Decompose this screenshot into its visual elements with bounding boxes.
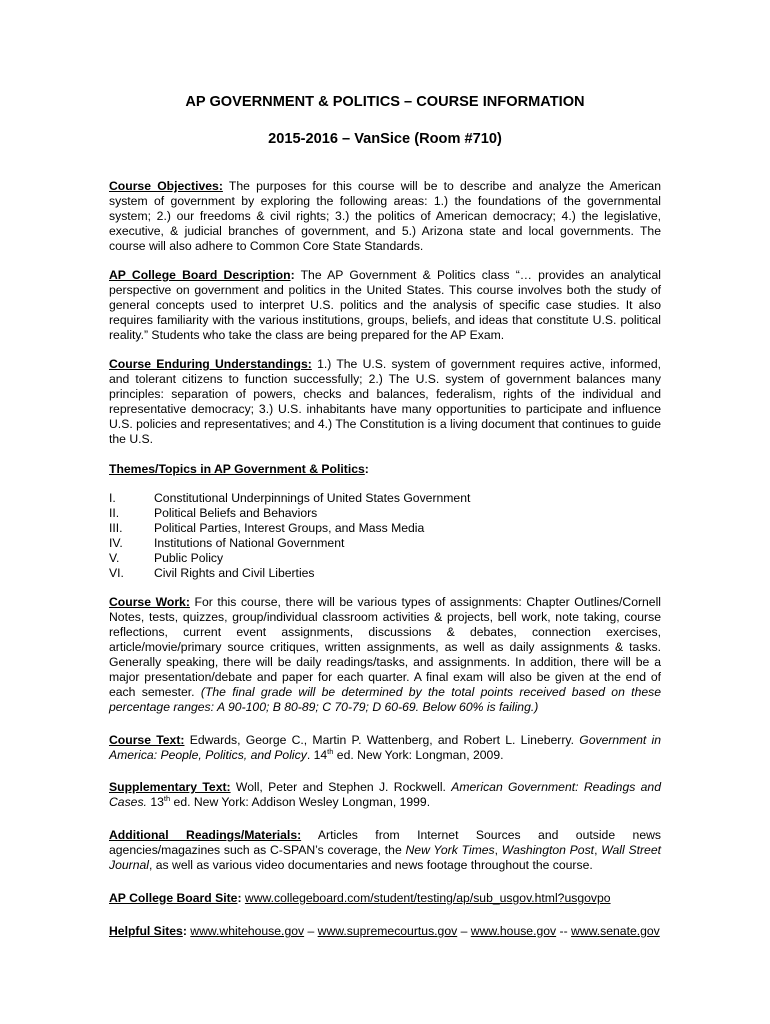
nyt-title: New York Times — [405, 843, 495, 857]
board-description-paragraph: AP College Board Description: The AP Government & Politics class “… provides an analytical perspective on government and politics in the United States. This course involves both the study of general concepts used to interpret U.S. politics and the analysis of specific case studies. It also requires familiarity with the various institutions, groups, beliefs, and ideas that constitute U.S. political reality.” Students who take the class are being prepared for the AP Exam. — [109, 268, 661, 342]
course-objectives-label: Course Objectives: — [109, 179, 223, 193]
list-item — [109, 551, 661, 566]
course-text-publisher: ed. New York: Longman, 2009. — [333, 748, 504, 762]
supplementary-text-book-title: American Government: Readings and Cases. — [109, 780, 661, 809]
course-text-label: Course Text: — [109, 733, 185, 747]
topic-number: III. — [109, 521, 123, 535]
topic-number: V. — [109, 551, 120, 565]
list-item — [109, 566, 661, 581]
additional-readings-label: Additional Readings/Materials: — [109, 828, 302, 842]
course-text-paragraph: Course Text: Edwards, George C., Martin P. Wattenberg, and Robert L. Lineberry. Government in America: People, Politics, and Policy. 14th ed. New York: Longman, 2009. — [109, 733, 662, 762]
list-item — [109, 536, 661, 551]
supplementary-text-authors: Woll, Peter and Stephen J. Rockwell. — [230, 780, 452, 794]
topic-text: Civil Rights and Civil Liberties — [154, 566, 315, 580]
helpful-sites-label: Helpful Sites — [109, 924, 183, 938]
topic-number: I. — [109, 491, 116, 505]
whitehouse-link[interactable]: www.whitehouse.gov — [190, 924, 305, 938]
supplementary-text-paragraph: Supplementary Text: Woll, Peter and Stephen J. Rockwell. American Government: Readings and Cases. 13th ed. New York: Addison Wesley Longman, 1999. — [109, 780, 661, 809]
board-site-label: AP College Board Site — [109, 891, 238, 905]
enduring-understandings-paragraph — [109, 357, 661, 447]
helpful-sites-paragraph: Helpful Sites: www.whitehouse.gov – www.supremecourtus.gov – www.house.gov -- www.senate.gov — [109, 924, 660, 938]
house-link[interactable]: www.house.gov — [470, 924, 557, 938]
board-description-text: The AP Government & Politics class “… provides an analytical perspective on government and politics in the United States. This course involves both the study of general concepts used to interpret U.S. politics and the analysis of specific case studies. It also requires familiarity with the various institutions, groups, beliefs, and ideas that constitute U.S. political reality.” Students who take the class are being prepared for the AP Exam. — [109, 268, 661, 342]
additional-readings-paragraph: Additional Readings/Materials: Articles from Internet Sources and outside news agencies/magazines such as C-SPAN’s coverage, the New York Times, Washington Post, Wall Street Journal, as well as various video documentaries and news footage throughout the course. — [109, 828, 661, 872]
list-item — [109, 521, 661, 536]
course-objectives-paragraph — [109, 179, 661, 254]
topic-text: Political Parties, Interest Groups, and Mass Media — [154, 521, 425, 535]
themes-heading: Themes/Topics in AP Government & Politics: — [109, 462, 369, 476]
topic-text: Constitutional Underpinnings of United States Government — [154, 491, 471, 505]
board-site-paragraph: AP College Board Site: www.collegeboard.com/student/testing/ap/sub_usgov.html?usgovpo — [109, 891, 611, 905]
course-text-authors: Edwards, George C., Martin P. Wattenberg, and Robert L. Lineberry. — [184, 733, 580, 747]
topic-text: Institutions of National Government — [154, 536, 345, 550]
document-subtitle: 2015-2016 – VanSice (Room #710) — [268, 131, 502, 147]
list-item — [109, 506, 661, 521]
board-site-link[interactable]: www.collegeboard.com/student/testing/ap/sub_usgov.html?usgovpo — [244, 891, 611, 905]
enduring-understandings-label: Course Enduring Understandings: — [109, 357, 312, 371]
supremecourt-link[interactable]: www.supremecourtus.gov — [317, 924, 458, 938]
list-item — [109, 491, 661, 506]
senate-link[interactable]: www.senate.gov — [571, 924, 660, 938]
topic-list — [109, 491, 661, 581]
document-title: AP GOVERNMENT & POLITICS – COURSE INFORMATION — [185, 94, 585, 110]
enduring-understandings-text: 1.) The U.S. system of government requires active, informed, and tolerant citizens to function successfully; 2.) The U.S. system of government balances many principles: separation of powers, checks and balances, federalism, rights of the individual and representative democracy; 3.) U.S. inhabitants have many opportunities to participate and influence U.S. policies and representatives; and 4.) The Constitution is a living document that continues to guide the U.S. — [109, 357, 661, 446]
course-work-text: For this course, there will be various types of assignments: Chapter Outlines/Cornell Notes, tests, quizzes, group/individual classroom activities & projects, bell work, note taking, course reflections, current event assignments, discussions & debates, connection exercises, article/movie/primary source critiques, written assignments, as well as daily assignments & tasks. Generally speaking, there will be daily readings/tasks, and assignments. In addition, there will be a major presentation/debate and paper for each quarter. A final exam will also be given at the end of each semester. — [109, 595, 661, 699]
topic-number: VI. — [109, 566, 124, 580]
wapo-title: Washington Post — [501, 843, 595, 857]
course-work-label: Course Work: — [109, 595, 190, 609]
topic-text: Political Beliefs and Behaviors — [154, 506, 318, 520]
grading-scale-text: (The final grade will be determined by the total points received based on these percentage ranges: A 90-100; B 80-89; C 70-79; D 60-69. Below 60% is failing.) — [109, 685, 661, 714]
supplementary-text-label: Supplementary Text: — [109, 780, 231, 794]
topic-number: II. — [109, 506, 120, 520]
topic-text: Public Policy — [154, 551, 224, 565]
course-objectives-text: The purposes for this course will be to describe and analyze the American system of government by exploring the following areas: 1.) the foundations of the governmental system; 2.) our freedoms & civil rights; 3.) the politics of American democracy; 4.) the legislative, executive, & judicial branches of government, and 5.) Arizona state and local governments. The course will also adhere to Common Core State Standards. — [109, 179, 661, 253]
board-description-label: AP College Board Description — [109, 268, 291, 282]
course-work-paragraph — [109, 595, 661, 715]
wsj-title: Wall Street Journal — [109, 843, 661, 872]
course-text-book-title: Government in America: People, Politics, and Policy — [109, 733, 662, 762]
themes-label: Themes/Topics in AP Government & Politics — [109, 462, 365, 476]
topic-number: IV. — [109, 536, 123, 550]
supplementary-text-publisher: ed. New York: Addison Wesley Longman, 1999. — [170, 795, 431, 809]
